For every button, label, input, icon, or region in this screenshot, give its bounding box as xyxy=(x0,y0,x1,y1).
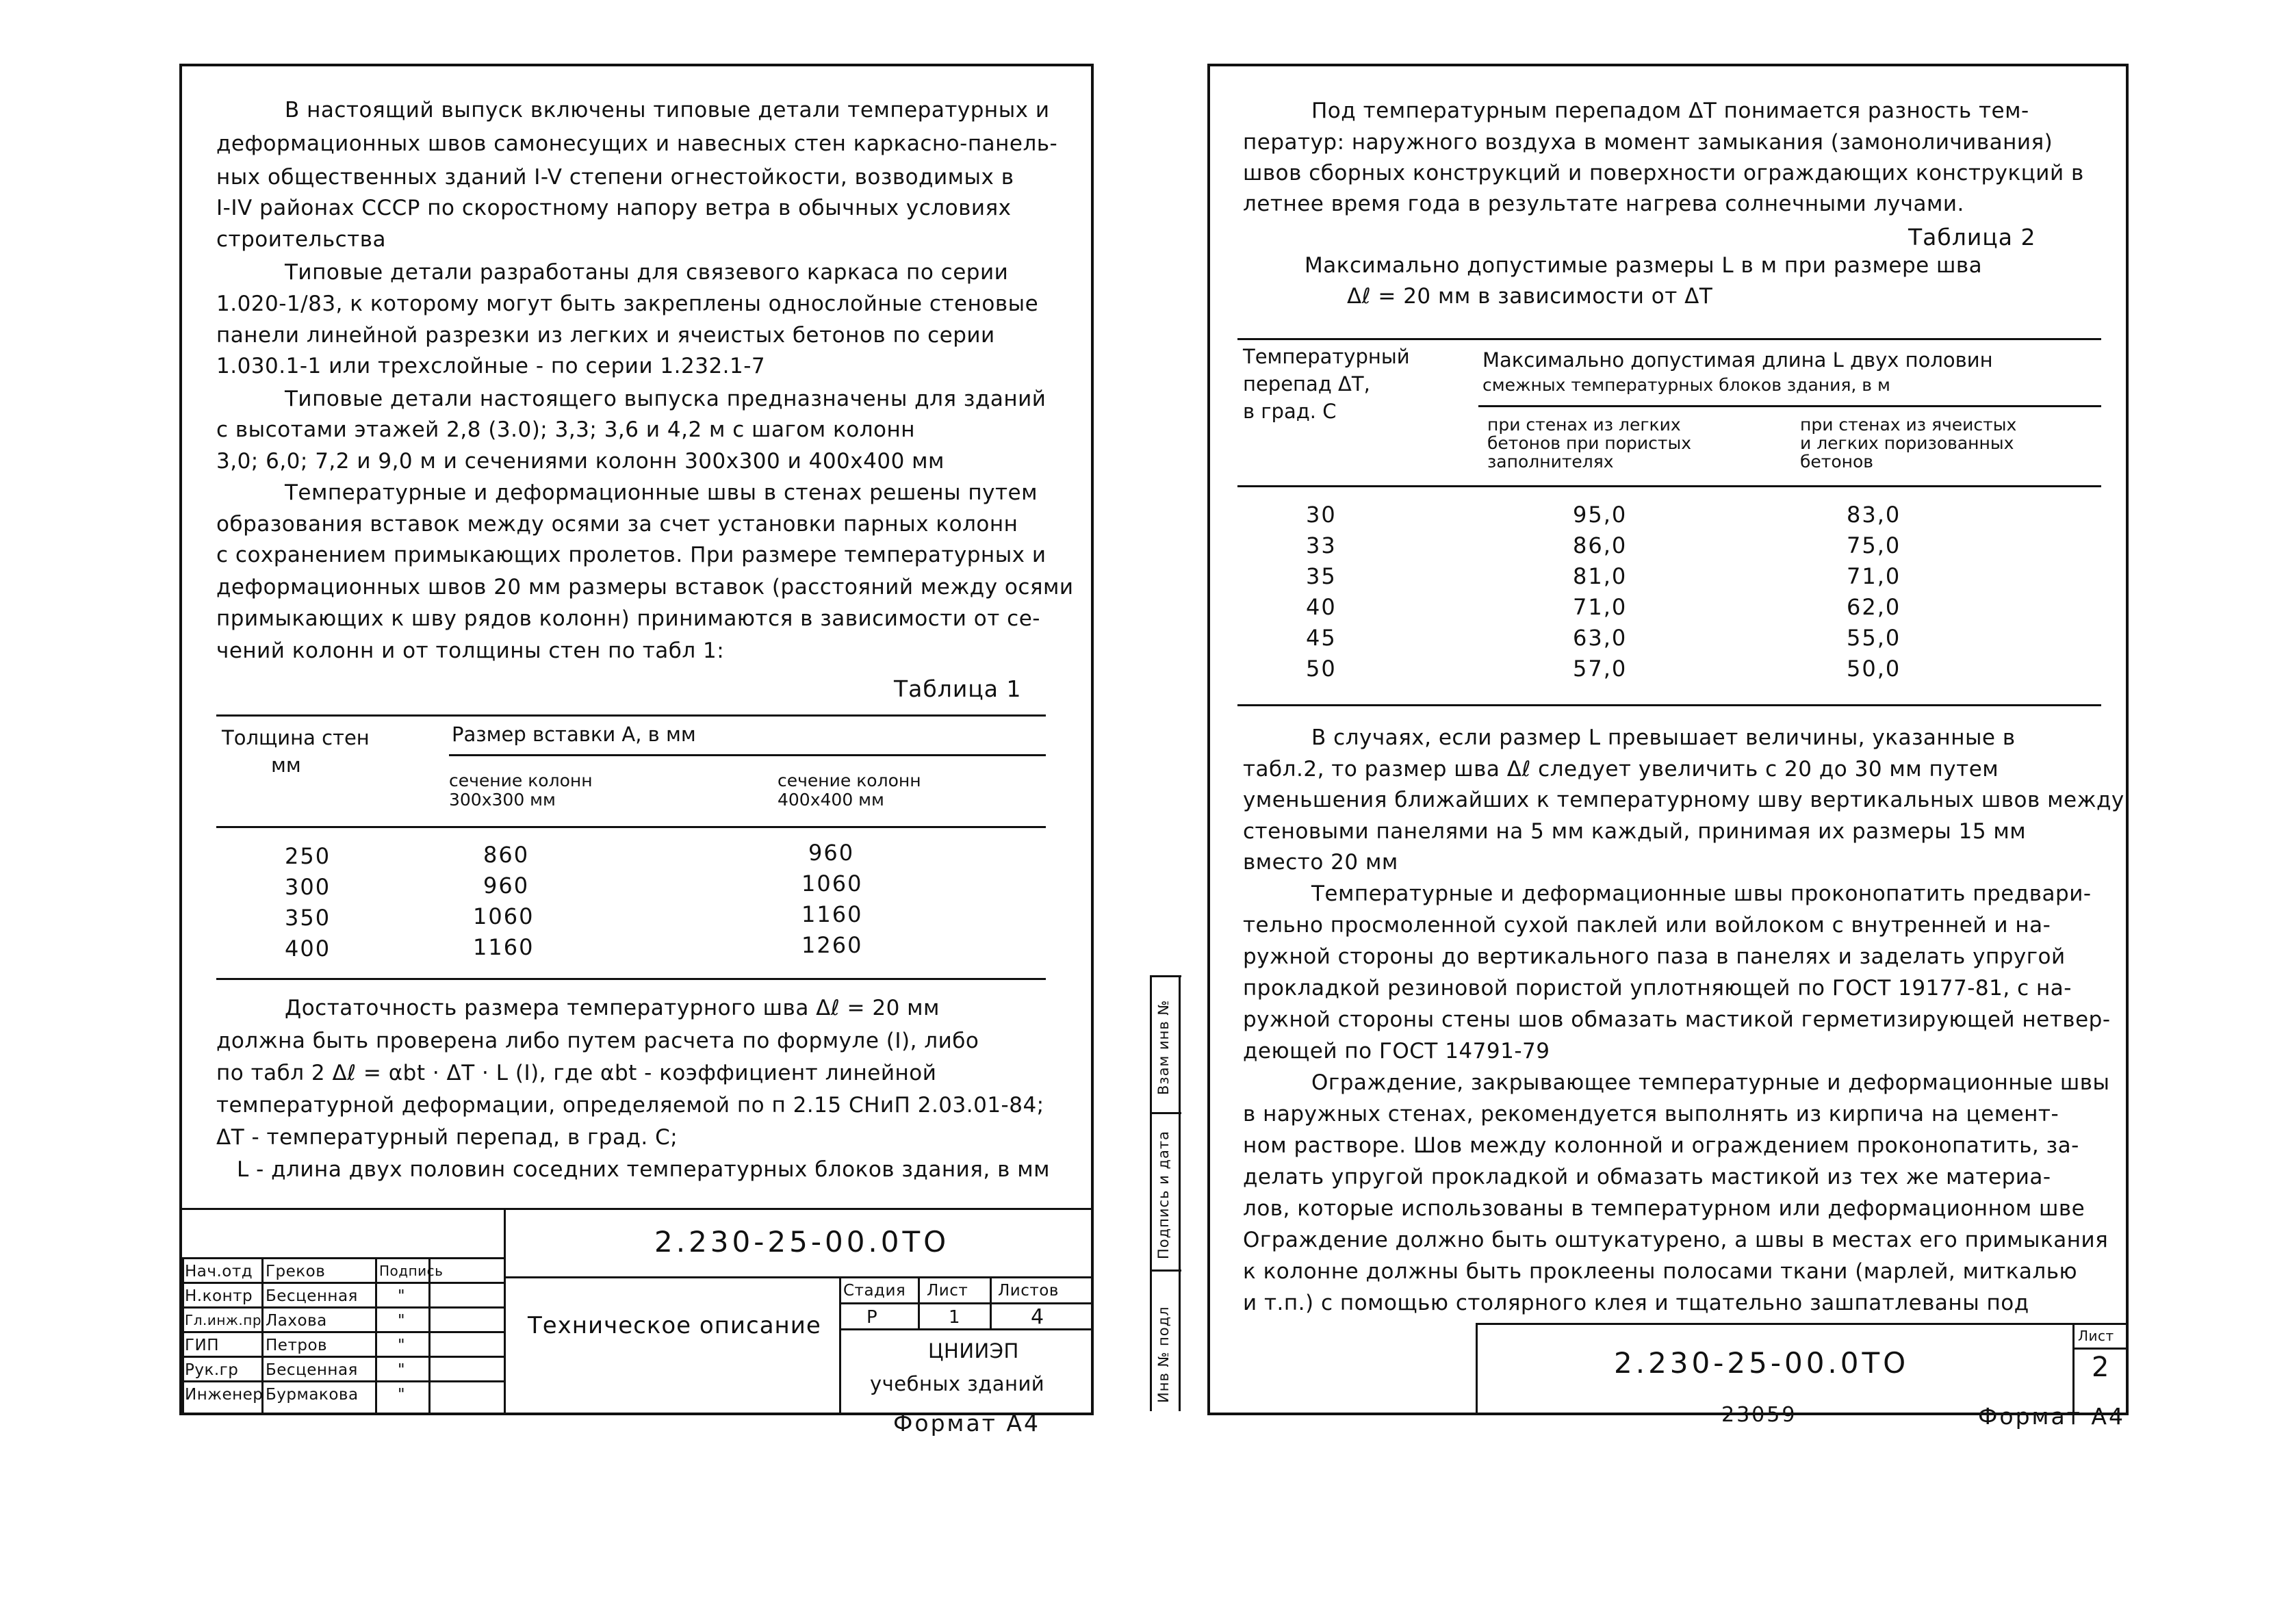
table-cell: 83,0 xyxy=(1847,502,1901,528)
stamp-rule xyxy=(918,1276,920,1328)
document-title: Техническое описание xyxy=(528,1312,821,1339)
subheader: бетонов xyxy=(1800,452,1874,472)
name: Бесценная xyxy=(266,1287,358,1305)
paragraph-line: Типовые детали разработаны для связевого каркаса по серии xyxy=(285,260,1009,285)
sheets-value: 4 xyxy=(1031,1305,1044,1329)
table-cell: 95,0 xyxy=(1573,502,1628,528)
strip-rule xyxy=(1179,975,1181,1411)
paragraph-line: в наружных стенах, рекомендуется выполнять из кирпича на цемент- xyxy=(1243,1102,2059,1126)
stamp-rule xyxy=(182,1257,504,1259)
paragraph-line: лов, которые использованы в температурном или деформационном шве xyxy=(1243,1196,2085,1221)
paragraph-line: прокладкой резиновой пористой уплотняющей по ГОСТ 19177-81, с на- xyxy=(1243,976,2072,1001)
table-cell: 1060 xyxy=(473,903,535,929)
signature: " xyxy=(398,1337,406,1354)
table-cell: 35 xyxy=(1306,563,1337,589)
paragraph-line: с высотами этажей 2,8 (3.0); 3,3; 3,6 и 4,2 м с шагом колонн xyxy=(216,417,916,442)
paragraph-line: деформационных швов самонесущих и навесных стен каркасно-панель- xyxy=(216,131,1058,156)
signature: " xyxy=(398,1386,406,1404)
paragraph-line: 1.020-1/83, к которому могут быть закреплены однослойные стеновые xyxy=(216,292,1039,316)
subheader: при стенах из легких xyxy=(1487,415,1681,435)
table-cell: 400 xyxy=(285,936,331,962)
stamp-rule xyxy=(375,1257,377,1413)
stamp-rule xyxy=(504,1208,506,1413)
stamp-rule xyxy=(839,1276,841,1413)
column-header: в град. С xyxy=(1243,400,1337,423)
stamp-rule xyxy=(182,1208,1091,1210)
archive-number: 23059 xyxy=(1721,1403,1797,1427)
table-caption: Таблица 1 xyxy=(894,675,1022,702)
role: Н.контр xyxy=(185,1287,253,1305)
paragraph-line: тельно просмоленной сухой паклей или войлоком с внутренней и на- xyxy=(1243,913,2051,938)
table-cell: 960 xyxy=(808,840,855,866)
column-header: Размер вставки А, в мм xyxy=(452,723,696,746)
paragraph-line: L - длина двух половин соседних температурных блоков здания, в мм xyxy=(237,1157,1051,1182)
paragraph-line: В настоящий выпуск включены типовые детали температурных и xyxy=(285,98,1050,123)
paragraph-line: должна быть проверена либо путем расчета по формуле (I), либо xyxy=(216,1029,979,1053)
sheet-page-2 xyxy=(1207,64,2129,1415)
paragraph-line: 1.030.1-1 или трехслойные - по серии 1.232.1-7 xyxy=(216,354,766,378)
subheader: 300х300 мм xyxy=(449,790,556,810)
sheets-label: Листов xyxy=(998,1282,1059,1300)
strip-rule xyxy=(1150,975,1152,1411)
stamp-rule xyxy=(504,1276,1091,1278)
column-header: Температурный xyxy=(1243,345,1410,368)
paragraph-line: Ограждение должно быть оштукатурено, а швы в местах его примыкания xyxy=(1243,1228,2109,1252)
paragraph-line: В случаях, если размер L превышает величины, указанные в xyxy=(1311,725,2016,750)
sign-header: Подпись xyxy=(379,1263,444,1279)
table-cell: 860 xyxy=(483,842,530,868)
role: Инженер xyxy=(185,1386,264,1404)
role: Гл.инж.пр xyxy=(185,1312,262,1328)
name: Бесценная xyxy=(266,1361,358,1379)
table-title: Δℓ = 20 мм в зависимости от ΔT xyxy=(1347,284,1713,309)
paragraph-line: с сохранением примыкающих пролетов. При размере температурных и xyxy=(216,543,1046,567)
paragraph-line: 3,0; 6,0; 7,2 и 9,0 м и сечениями колонн 300х300 и 400х400 мм xyxy=(216,449,945,474)
column-header: перепад ΔT, xyxy=(1243,372,1370,396)
table-cell: 350 xyxy=(285,905,331,931)
table-caption: Таблица 2 xyxy=(1908,224,2036,250)
paragraph-line: Типовые детали настоящего выпуска предназначены для зданий xyxy=(285,387,1046,411)
stamp-rule xyxy=(182,1380,504,1382)
table-cell: 33 xyxy=(1306,532,1337,558)
paragraph-line: деющей по ГОСТ 14791-79 xyxy=(1243,1039,1550,1064)
subheader: сечение колонн xyxy=(778,771,921,790)
paragraph-line: ператур: наружного воздуха в момент замыкания (замоноличивания) xyxy=(1243,130,2053,155)
column-header: смежных температурных блоков здания, в м xyxy=(1482,375,1890,395)
strip-rule xyxy=(1150,1269,1181,1272)
table-cell: 1260 xyxy=(801,932,863,958)
table-cell: 250 xyxy=(285,843,331,869)
table-cell: 45 xyxy=(1306,625,1337,651)
paragraph-line: Температурные и деформационные швы проконопатить предвари- xyxy=(1311,881,2092,906)
side-label: Подпись и дата xyxy=(1155,1131,1172,1259)
column-header: Толщина стен xyxy=(222,726,370,749)
paragraph-line: уменьшения ближайших к температурному шву вертикальных швов между xyxy=(1243,788,2124,812)
name: Бурмакова xyxy=(266,1386,359,1404)
organization: учебных зданий xyxy=(870,1372,1045,1395)
role: Нач.отд xyxy=(185,1263,253,1280)
table-cell: 62,0 xyxy=(1847,594,1901,620)
paragraph-line: Под температурным перепадом ΔT понимается разность тем- xyxy=(1311,99,2029,123)
organization: ЦНИИЭП xyxy=(928,1339,1019,1363)
table-rule xyxy=(1237,338,2101,340)
table-cell: 63,0 xyxy=(1573,625,1628,651)
stamp-rule xyxy=(182,1306,504,1309)
table-cell: 86,0 xyxy=(1573,532,1628,558)
strip-rule xyxy=(1150,975,1181,977)
column-header: мм xyxy=(271,753,301,777)
table-cell: 1160 xyxy=(801,901,863,927)
strip-rule xyxy=(1150,1112,1181,1114)
stamp-rule xyxy=(2072,1348,2126,1350)
sheet-value: 1 xyxy=(949,1307,961,1328)
paragraph-line: строительства xyxy=(216,227,386,252)
table-cell: 300 xyxy=(285,874,331,900)
subheader: 400х400 мм xyxy=(778,790,884,810)
signature: " xyxy=(398,1361,406,1379)
stamp-rule xyxy=(182,1282,504,1284)
table-rule xyxy=(216,978,1046,980)
paragraph-line: чений колонн и от толщины стен по табл 1: xyxy=(216,639,725,663)
paragraph-line: стеновыми панелями на 5 мм каждый, принимая их размеры 15 мм xyxy=(1243,819,2027,844)
paragraph-line: вместо 20 мм xyxy=(1243,850,1398,875)
stamp-rule xyxy=(182,1257,184,1413)
paragraph-line: ружной стороны до вертикального паза в панелях и заделать упругой xyxy=(1243,944,2066,969)
subheader: заполнителях xyxy=(1487,452,1614,472)
document-code: 2.230-25-00.0ТО xyxy=(1614,1346,1910,1380)
paragraph-line: по табл 2 Δℓ = αbt · ΔT · L (I), где αbt - коэффициент линейной xyxy=(216,1061,937,1085)
stamp-rule xyxy=(839,1302,1091,1304)
paragraph-line: к колонне должны быть проклеены полосами ткани (марлей, миткалью xyxy=(1243,1259,2078,1284)
table-cell: 50 xyxy=(1306,656,1337,682)
paragraph-line: Достаточность размера температурного шва Δℓ = 20 мм xyxy=(285,996,940,1020)
table-cell: 50,0 xyxy=(1847,656,1901,682)
sheet-label: Лист xyxy=(927,1282,968,1300)
paragraph-line: Температурные и деформационные швы в стенах решены путем xyxy=(285,480,1038,505)
name: Греков xyxy=(266,1263,326,1280)
name: Петров xyxy=(266,1337,328,1354)
side-label: Инв № подл xyxy=(1155,1306,1172,1403)
table-rule xyxy=(1237,485,2101,487)
table-cell: 55,0 xyxy=(1847,625,1901,651)
subheader: и легких поризованных xyxy=(1800,433,2014,453)
stamp-rule xyxy=(182,1356,504,1358)
format-label: Формат А4 xyxy=(1978,1403,2125,1430)
stage-label: Стадия xyxy=(843,1282,906,1300)
format-label: Формат А4 xyxy=(893,1410,1040,1436)
paragraph-line: Ограждение, закрывающее температурные и деформационные швы xyxy=(1311,1070,2110,1095)
paragraph-line: панели линейной разрезки из легких и ячеистых бетонов по серии xyxy=(216,323,995,348)
paragraph-line: ном растворе. Шов между колонной и ограждением проконопатить, за- xyxy=(1243,1133,2079,1158)
paragraph-line: I-IV районах СССР по скоростному напору ветра в обычных условиях xyxy=(216,196,1012,220)
stamp-rule xyxy=(1476,1323,1478,1413)
table-rule xyxy=(216,714,1046,717)
subheader: бетонов при пористых xyxy=(1487,433,1691,453)
stamp-rule xyxy=(182,1331,504,1333)
paragraph-line: табл.2, то размер шва Δℓ следует увеличить с 20 до 30 мм путем xyxy=(1243,757,1999,782)
table-rule xyxy=(449,754,1046,756)
role: ГИП xyxy=(185,1337,220,1354)
paragraph-line: примыкающих к шву рядов колонн) принимаются в зависимости от се- xyxy=(216,606,1040,631)
paragraph-line: делать упругой прокладкой и обмазать мастикой из тех же материа- xyxy=(1243,1165,2051,1189)
paragraph-line: ных общественных зданий I-V степени огнестойкости, возводимых в xyxy=(216,165,1014,190)
paragraph-line: ружной стороны стены шов обмазать мастикой герметизирующей нетвер- xyxy=(1243,1007,2111,1032)
table-cell: 1160 xyxy=(473,934,535,960)
stamp-rule xyxy=(839,1328,1091,1330)
table-cell: 30 xyxy=(1306,502,1337,528)
paragraph-line: деформационных швов 20 мм размеры вставок (расстояний между осями xyxy=(216,575,1074,600)
name: Лахова xyxy=(266,1312,327,1330)
stage-value: Р xyxy=(866,1307,878,1328)
column-header: Максимально допустимая длина L двух половин xyxy=(1482,348,1993,372)
table-title: Максимально допустимые размеры L в м при размере шва xyxy=(1305,253,1983,278)
table-cell: 1060 xyxy=(801,871,863,897)
side-label: Взам инв № xyxy=(1155,999,1172,1095)
table-rule xyxy=(1478,405,2101,407)
table-cell: 71,0 xyxy=(1573,594,1628,620)
document-code: 2.230-25-00.0ТО xyxy=(654,1225,950,1259)
subheader: при стенах из ячеистых xyxy=(1800,415,2017,435)
paragraph-line: ΔT - температурный перепад, в град. С; xyxy=(216,1125,678,1150)
stamp-rule xyxy=(990,1276,992,1328)
paragraph-line: температурной деформации, определяемой по п 2.15 СНиП 2.03.01-84; xyxy=(216,1093,1044,1118)
sheet-number: 2 xyxy=(2092,1352,2109,1383)
subheader: сечение колонн xyxy=(449,771,593,790)
table-cell: 81,0 xyxy=(1573,563,1628,589)
paragraph-line: и т.п.) с помощью столярного клея и тщательно зашпатлеваны под xyxy=(1243,1291,2029,1315)
signature: " xyxy=(398,1312,406,1330)
table-cell: 57,0 xyxy=(1573,656,1628,682)
paragraph-line: летнее время года в результате нагрева солнечными лучами. xyxy=(1243,192,1964,216)
sheet-label: Лист xyxy=(2078,1328,2114,1344)
table-rule xyxy=(1237,704,2101,706)
role: Рук.гр xyxy=(185,1361,239,1379)
stamp-rule xyxy=(428,1257,431,1413)
table-cell: 40 xyxy=(1306,594,1337,620)
stamp-rule xyxy=(2072,1323,2075,1413)
paragraph-line: образования вставок между осями за счет установки парных колонн xyxy=(216,512,1018,537)
table-rule xyxy=(216,826,1046,828)
sheet-page-1 xyxy=(179,64,1094,1415)
stamp-rule xyxy=(1476,1323,2126,1325)
paragraph-line: швов сборных конструкций и поверхности ограждающих конструкций в xyxy=(1243,161,2084,185)
table-cell: 75,0 xyxy=(1847,532,1901,558)
table-cell: 71,0 xyxy=(1847,563,1901,589)
table-cell: 960 xyxy=(483,873,530,899)
signature: " xyxy=(398,1287,406,1305)
